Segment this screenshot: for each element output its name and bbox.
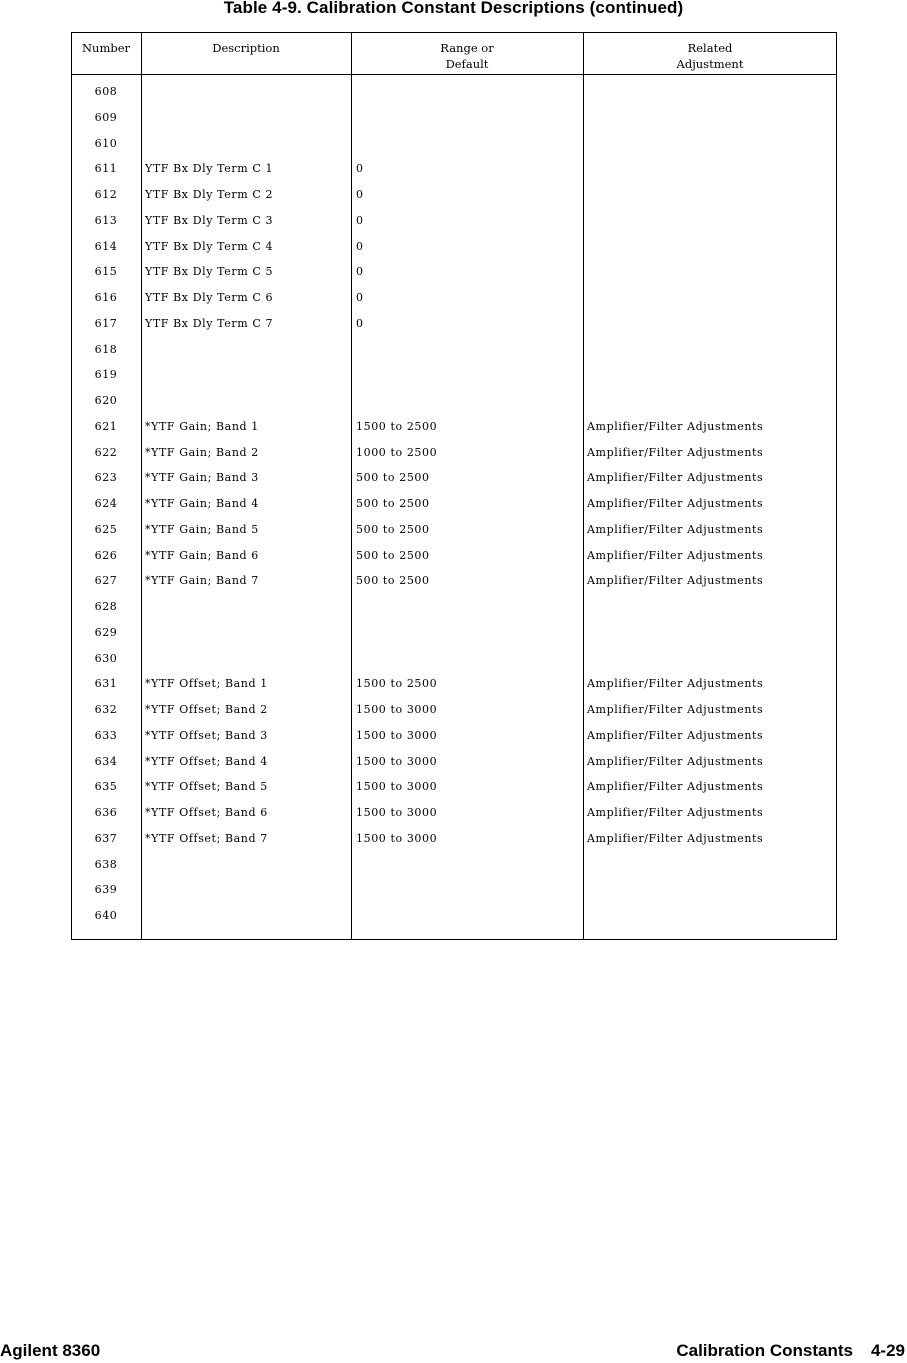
cell-number: 616	[94, 291, 118, 304]
cell-range: 1500 to 2500	[356, 677, 438, 691]
table-row	[71, 340, 837, 360]
cell-range: 0	[356, 213, 364, 227]
cell-number: 636	[94, 806, 118, 819]
footer-section: Calibration Constants	[676, 1341, 853, 1360]
cell-number: 618	[94, 342, 118, 356]
cell-adjustment: Amplifier/Filter Adjustments	[587, 677, 764, 691]
cell-description: *YTF Offset; Band 6	[145, 806, 268, 819]
cell-description: *YTF Gain; Band 7	[145, 574, 259, 588]
table-row	[71, 649, 837, 669]
cell-range: 1500 to 3000	[356, 831, 438, 845]
table-row	[71, 880, 837, 900]
cell-adjustment: Amplifier/Filter Adjustments	[587, 754, 764, 768]
table-row	[71, 906, 837, 926]
cell-range: 0	[356, 265, 364, 279]
cell-number: 620	[94, 394, 118, 407]
cell-description: *YTF Gain; Band 4	[145, 497, 259, 510]
cell-range: 500 to 2500	[356, 471, 430, 485]
cell-number: 637	[94, 831, 118, 845]
cell-adjustment: Amplifier/Filter Adjustments	[587, 831, 764, 845]
cell-number: 611	[94, 162, 118, 176]
cell-number: 638	[94, 857, 118, 871]
cell-range: 1500 to 3000	[356, 728, 438, 742]
cell-description: YTF Bx Dly Term C 2	[145, 188, 274, 201]
cell-description: *YTF Offset; Band 5	[145, 780, 268, 794]
table-row	[71, 185, 837, 205]
cell-adjustment: Amplifier/Filter Adjustments	[587, 548, 764, 562]
cell-description: YTF Bx Dly Term C 1	[145, 162, 274, 176]
cell-number: 627	[94, 574, 118, 588]
cell-number: 608	[94, 85, 118, 98]
table-row	[71, 752, 837, 772]
cell-number: 617	[94, 316, 118, 330]
cell-number: 631	[94, 677, 118, 691]
table-row	[71, 82, 837, 102]
cell-range: 500 to 2500	[356, 522, 430, 536]
table-row	[71, 108, 837, 128]
header-related-line2: Adjustment	[676, 57, 744, 71]
cell-adjustment: Amplifier/Filter Adjustments	[587, 703, 764, 716]
table-row	[71, 597, 837, 617]
cell-range: 0	[356, 316, 364, 330]
cell-description: *YTF Gain; Band 2	[145, 445, 259, 459]
header-description-label: Description	[212, 41, 280, 55]
cell-number: 629	[94, 625, 118, 639]
cell-range: 0	[356, 188, 364, 201]
cell-description: YTF Bx Dly Term C 4	[145, 239, 274, 253]
cell-description: *YTF Offset; Band 4	[145, 754, 268, 768]
cell-adjustment: Amplifier/Filter Adjustments	[587, 574, 764, 588]
cell-number: 612	[94, 188, 118, 201]
cell-number: 639	[94, 883, 118, 897]
cell-number: 609	[94, 110, 118, 124]
cell-number: 610	[94, 136, 118, 150]
table-row	[71, 159, 837, 179]
table-row	[71, 726, 837, 746]
table-row	[71, 855, 837, 875]
cell-description: *YTF Offset; Band 3	[145, 728, 268, 742]
table-row	[71, 674, 837, 694]
cell-description: *YTF Gain; Band 6	[145, 548, 259, 562]
table-row	[71, 391, 837, 411]
header-number-label: Number	[81, 41, 131, 55]
cell-adjustment: Amplifier/Filter Adjustments	[587, 471, 764, 485]
table-title: Table 4-9. Calibration Constant Descriptions (continued)	[223, 0, 684, 17]
cell-range: 0	[356, 162, 364, 176]
cell-number: 633	[94, 728, 118, 742]
cell-range: 1500 to 3000	[356, 754, 438, 768]
table-row	[71, 777, 837, 797]
cell-adjustment: Amplifier/Filter Adjustments	[587, 522, 764, 536]
table-row	[71, 468, 837, 488]
table-row	[71, 700, 837, 720]
table-row	[71, 494, 837, 514]
table-row	[71, 829, 837, 849]
cell-number: 628	[94, 600, 118, 613]
table-row	[71, 520, 837, 540]
cell-number: 632	[94, 703, 118, 716]
table-row	[71, 623, 837, 643]
footer-page-info	[676, 1341, 905, 1361]
cell-number: 622	[94, 445, 118, 459]
header-range-line2: Default	[445, 57, 489, 71]
cell-number: 621	[94, 419, 118, 433]
cell-range: 500 to 2500	[356, 497, 430, 510]
cell-range: 1500 to 3000	[356, 806, 438, 819]
cell-number: 626	[94, 548, 118, 562]
cell-adjustment: Amplifier/Filter Adjustments	[587, 419, 764, 433]
cell-range: 1000 to 2500	[356, 445, 438, 459]
header-range-line1: Range or	[440, 41, 494, 55]
cell-number: 635	[94, 780, 118, 794]
header-related	[583, 40, 837, 72]
cell-description: YTF Bx Dly Term C 7	[145, 316, 274, 330]
calibration-table	[71, 32, 837, 940]
footer-page-number: 4-29	[870, 1341, 905, 1360]
table-row	[71, 262, 837, 282]
header-range	[351, 40, 583, 72]
cell-adjustment: Amplifier/Filter Adjustments	[587, 806, 764, 819]
cell-number: 619	[94, 368, 118, 382]
cell-description: YTF Bx Dly Term C 5	[145, 265, 274, 279]
cell-description: *YTF Offset; Band 2	[145, 703, 268, 716]
cell-range: 500 to 2500	[356, 574, 430, 588]
table-row	[71, 417, 837, 437]
cell-adjustment: Amplifier/Filter Adjustments	[587, 497, 764, 510]
cell-number: 624	[94, 497, 118, 510]
cell-description: *YTF Gain; Band 1	[145, 419, 259, 433]
header-number	[71, 40, 141, 56]
cell-range: 500 to 2500	[356, 548, 430, 562]
cell-number: 634	[94, 754, 118, 768]
header-description	[141, 40, 351, 56]
cell-adjustment: Amplifier/Filter Adjustments	[587, 445, 764, 459]
footer-product: Agilent 8360	[0, 1341, 101, 1360]
cell-range: 0	[356, 239, 364, 253]
cell-number: 623	[94, 471, 118, 485]
cell-description: *YTF Offset; Band 1	[145, 677, 268, 691]
table-row	[71, 314, 837, 334]
cell-description: *YTF Offset; Band 7	[145, 831, 268, 845]
cell-number: 630	[94, 651, 118, 665]
table-row	[71, 546, 837, 566]
cell-range: 1500 to 3000	[356, 780, 438, 794]
cell-description: *YTF Gain; Band 3	[145, 471, 259, 485]
cell-range: 1500 to 2500	[356, 419, 438, 433]
header-rule	[71, 74, 837, 75]
cell-number: 615	[94, 265, 118, 279]
cell-number: 614	[94, 239, 118, 253]
table-row	[71, 134, 837, 154]
table-row	[71, 571, 837, 591]
table-row	[71, 211, 837, 231]
table-row	[71, 365, 837, 385]
cell-range: 1500 to 3000	[356, 703, 438, 716]
cell-description: YTF Bx Dly Term C 3	[145, 213, 274, 227]
table-row	[71, 803, 837, 823]
cell-number: 613	[94, 213, 118, 227]
table-row	[71, 288, 837, 308]
cell-adjustment: Amplifier/Filter Adjustments	[587, 780, 764, 794]
cell-description: YTF Bx Dly Term C 6	[145, 291, 274, 304]
cell-adjustment: Amplifier/Filter Adjustments	[587, 728, 764, 742]
cell-number: 640	[94, 909, 118, 922]
header-related-line1: Related	[687, 41, 733, 55]
cell-description: *YTF Gain; Band 5	[145, 522, 259, 536]
cell-number: 625	[94, 522, 118, 536]
table-row	[71, 237, 837, 257]
table-row	[71, 443, 837, 463]
cell-range: 0	[356, 291, 364, 304]
